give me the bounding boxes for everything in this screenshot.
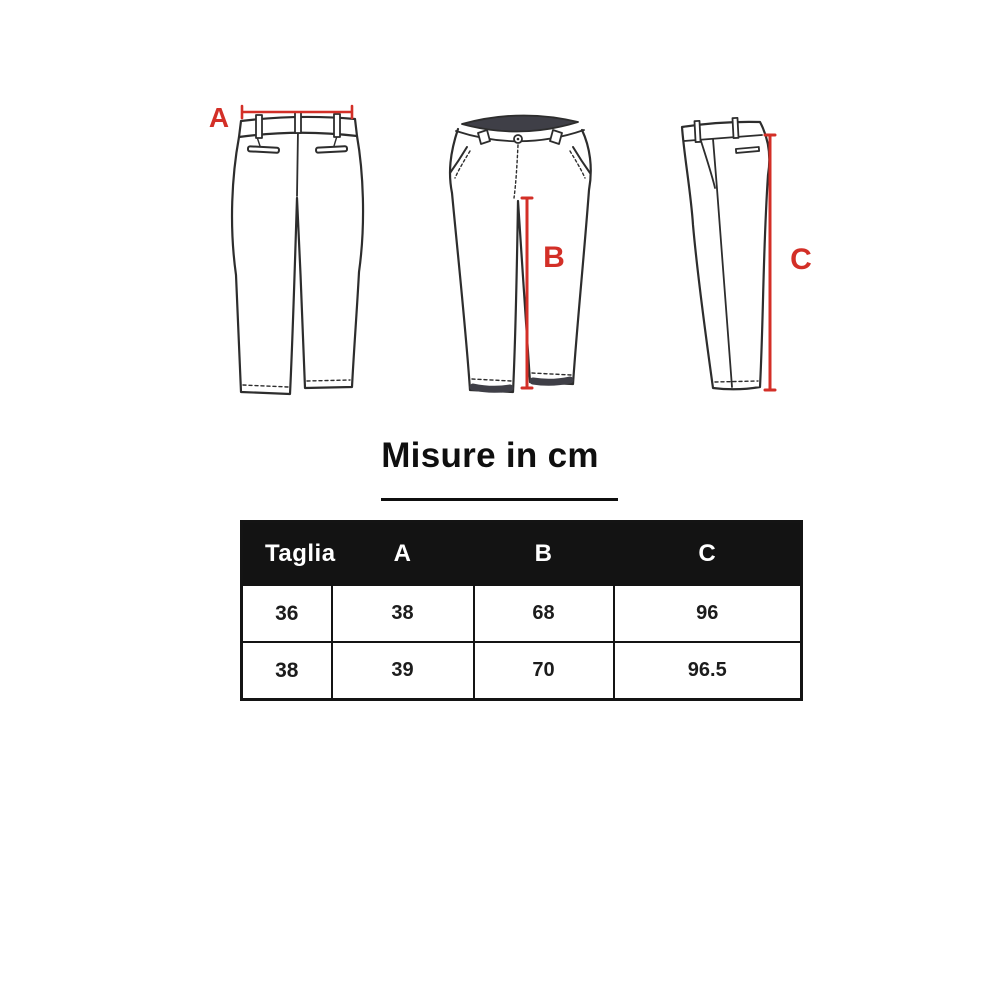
size-table [240, 520, 803, 701]
col-header-c: C [614, 522, 802, 586]
pants-back-view-drawing [205, 90, 430, 425]
table-header-row [242, 522, 802, 586]
table-row-size-36 [242, 585, 802, 642]
table-row-size-38 [242, 642, 802, 700]
size-value: 38 [242, 642, 332, 700]
measure-c-value: 96.5 [614, 642, 802, 700]
measure-a-label: A [208, 102, 230, 133]
page-title: Misure in cm [381, 436, 599, 475]
measure-a-value: 38 [332, 585, 474, 642]
pants-front-view-drawing [440, 95, 600, 405]
col-header-taglia: Taglia [242, 522, 332, 586]
size-value: 36 [242, 585, 332, 642]
col-header-a: A [332, 522, 474, 586]
measure-b-value: 70 [474, 642, 614, 700]
pants-side-view-drawing [665, 95, 825, 405]
measure-a-value: 39 [332, 642, 474, 700]
title-underline [381, 498, 618, 501]
measure-b-value: 68 [474, 585, 614, 642]
measure-c-value: 96 [614, 585, 802, 642]
measure-b-label: B [543, 241, 565, 274]
col-header-b: B [474, 522, 614, 586]
measure-c-label: C [790, 243, 812, 276]
